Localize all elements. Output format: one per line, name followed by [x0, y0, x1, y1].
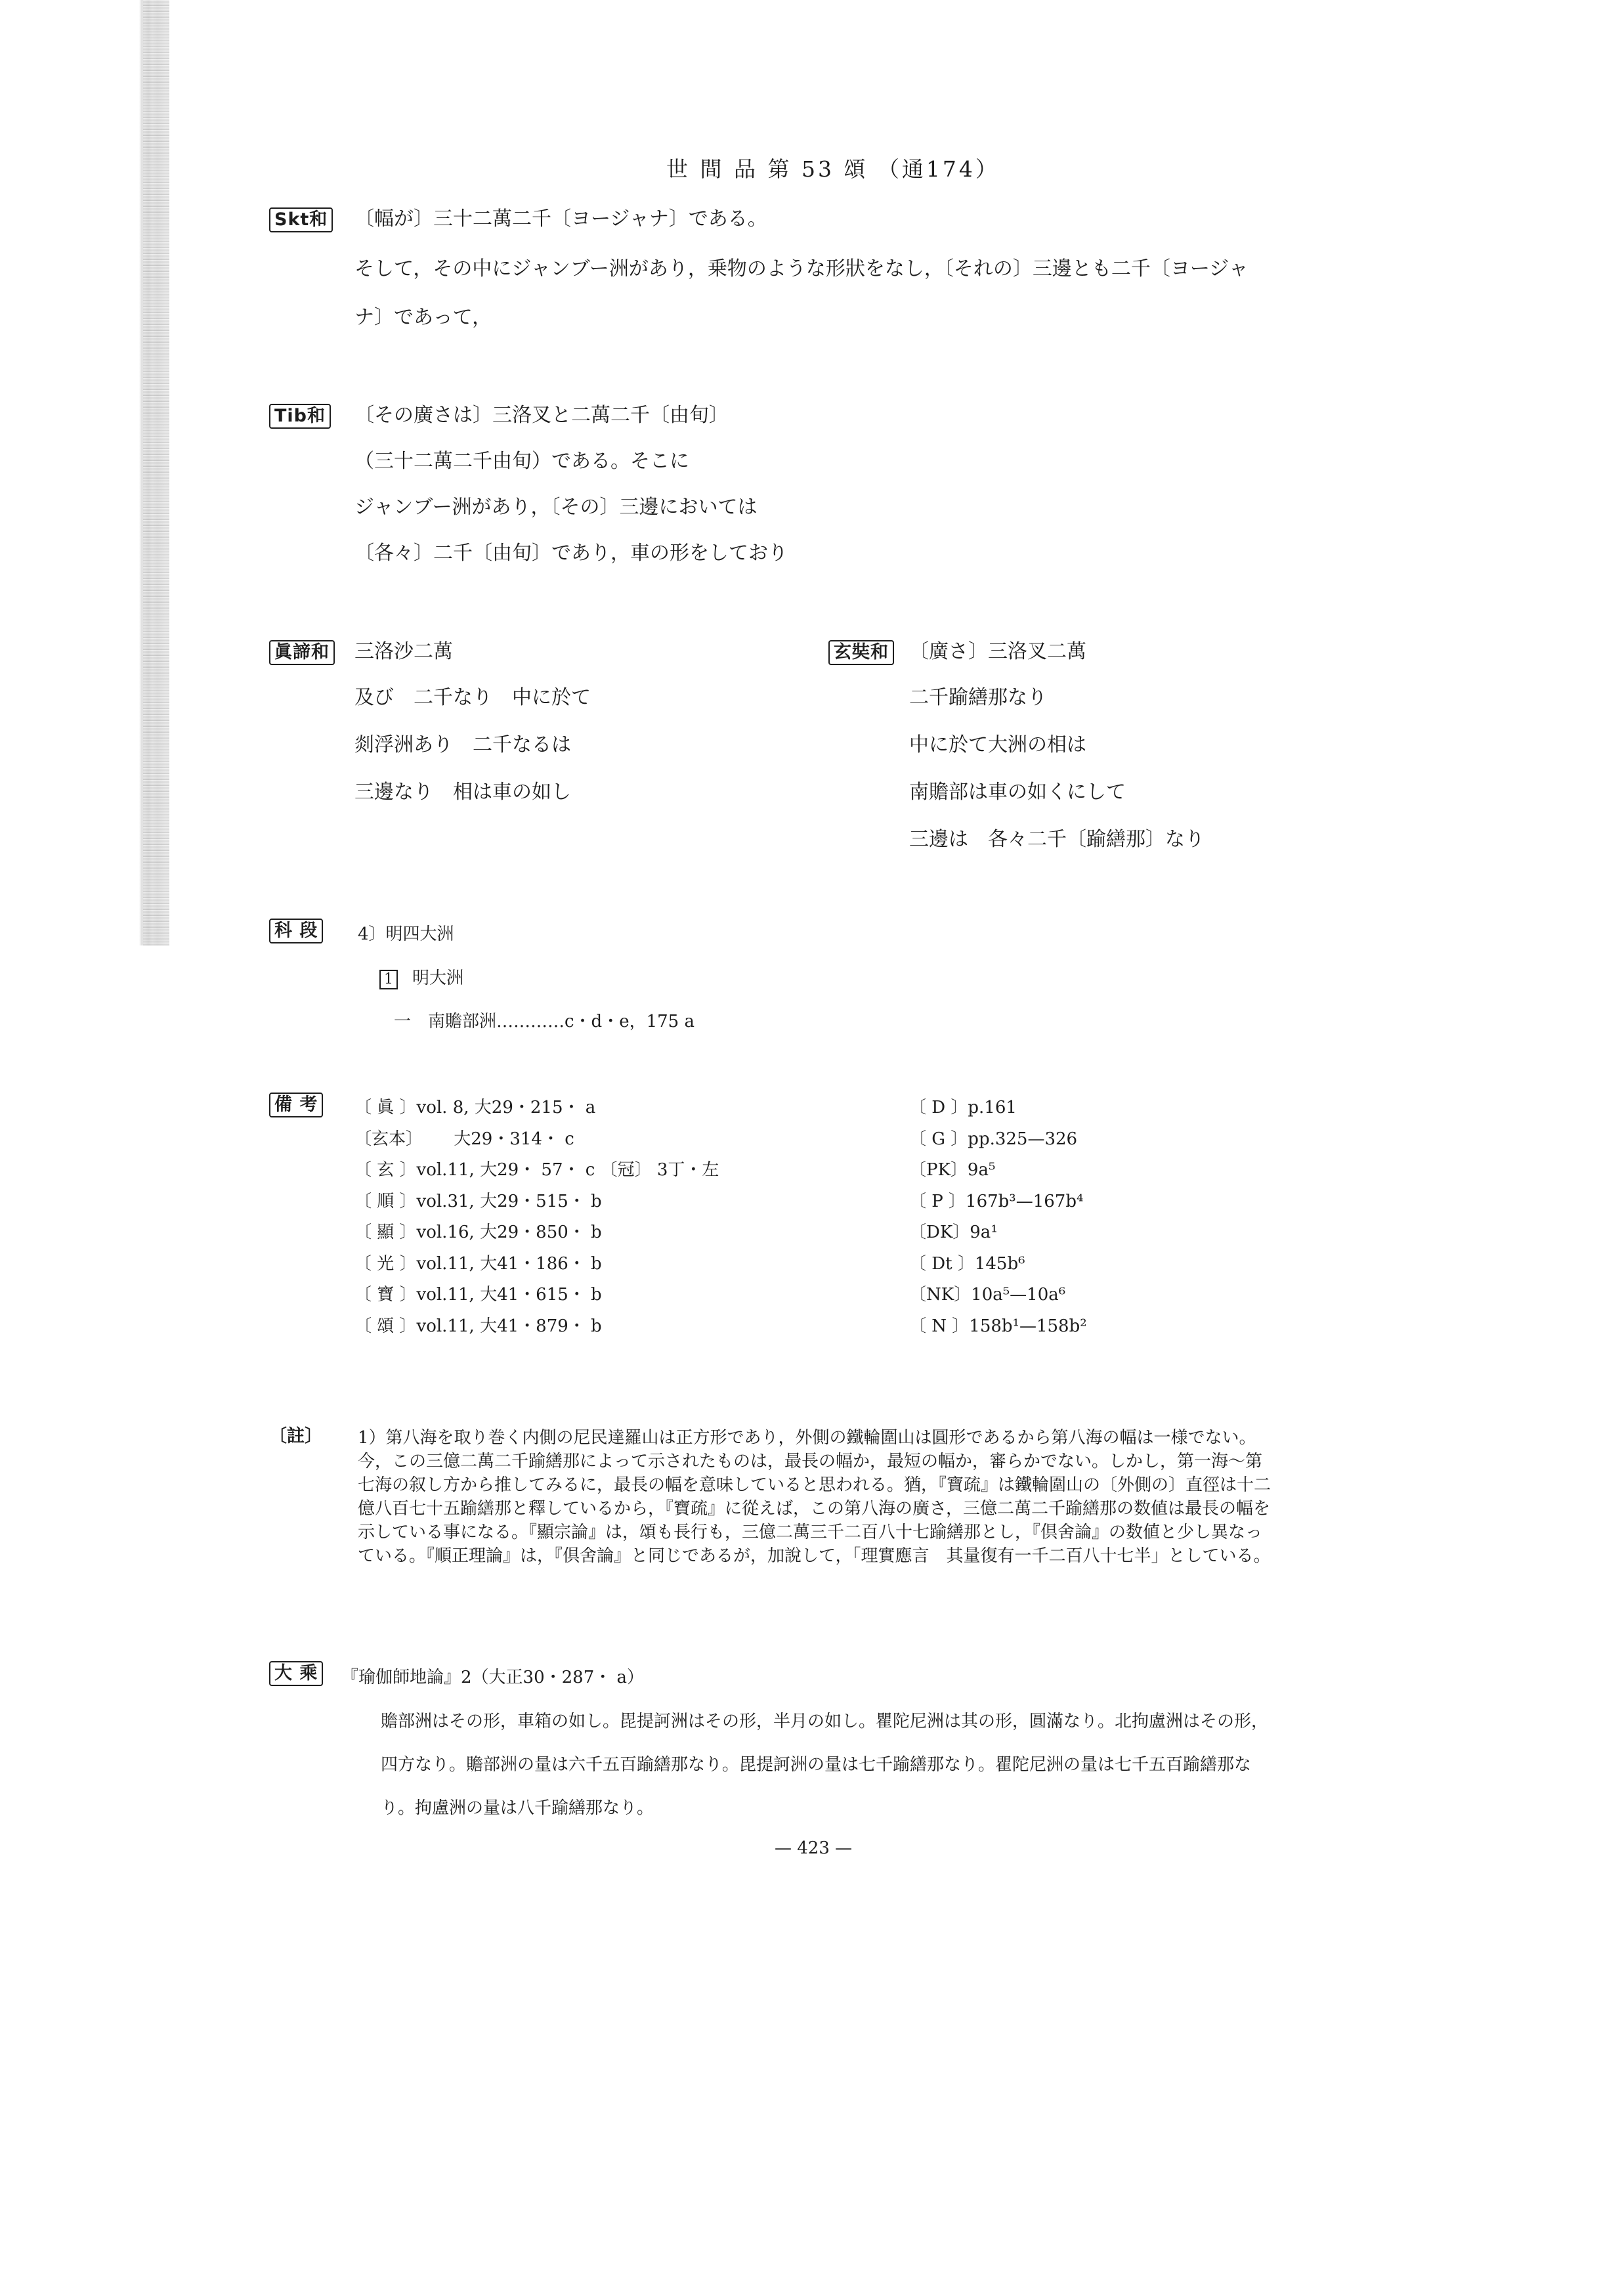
biko-left-item: 〔玄本〕 大29・314・ c: [354, 1129, 574, 1149]
daijo-line-3: り。拘盧洲の量は八千踰繕那なり。: [381, 1798, 654, 1818]
biko-left-item: 〔 光 〕vol.11, 大41・186・ b: [354, 1253, 602, 1274]
biko-label: 備 考: [269, 1093, 323, 1117]
biko-left-item: 〔 玄 〕vol.11, 大29・ 57・ c 〔冠〕 3丁・左: [354, 1160, 719, 1180]
kadan-line-2-text: 明大洲: [412, 968, 464, 988]
note-body: [358, 1426, 1569, 1568]
skt-line-3: ナ〕であって，: [354, 306, 492, 329]
kadan-line-1: 4〕明四大洲: [358, 924, 454, 944]
biko-left-list: [354, 1093, 719, 1342]
kadan-line-2: [379, 964, 463, 989]
daijo-line-2: 四方なり。贍部洲の量は六千五百踰繕那なり。毘提訶洲の量は七千踰繕那なり。瞿陀尼洲の量は七千五百踰繕那な: [381, 1755, 1252, 1775]
skt-line-2: そして，その中にジャンブー洲があり，乗物のような形狀をなし，〔それの〕三邊とも二千〔ヨージャ: [354, 257, 1249, 280]
shintai-line-2: 及び 二千なり 中に於て: [354, 686, 591, 709]
note-line: 今，この三億二萬二千踰繕那によって示されたものは，最長の幅か，最短の幅か，審らかでない。しかし，第一海～第: [358, 1452, 1263, 1471]
tib-line-2: （三十二萬二千由旬）である。そこに: [354, 450, 689, 473]
biko-right-item: 〔 Dt 〕145b⁶: [909, 1253, 1025, 1274]
kadan-label: 科 段: [269, 919, 323, 943]
biko-left-item: 〔 顯 〕vol.16, 大29・850・ b: [354, 1223, 602, 1242]
scan-binding-edge: [143, 0, 169, 945]
tib-line-4: 〔各々〕二千〔由旬〕であり，車の形をしており: [354, 542, 788, 565]
daijo-source: 『瑜伽師地論』2（大正30・287・ a）: [341, 1668, 645, 1687]
note-line: 七海の叙し方から推してみるに，最長の幅を意味していると思われる。猶，『寶疏』は鐵輪圍山の〔外側の〕直徑は十二: [358, 1475, 1271, 1495]
biko-left-item: 〔 寶 〕vol.11, 大41・615・ b: [354, 1285, 602, 1305]
biko-right-list: [909, 1093, 1087, 1342]
tib-line-3: ジャンブー洲があり，〔その〕三邊においては: [354, 496, 758, 519]
genjo-line-5: 三邊は 各々二千〔踰繕那〕なり: [909, 828, 1205, 851]
biko-right-item: 〔 D 〕p.161: [909, 1098, 1017, 1117]
skt-line-1: 〔幅が〕三十二萬二千〔ヨージャナ〕である。: [354, 207, 767, 230]
biko-right-item: 〔DK〕9a¹: [909, 1223, 998, 1242]
genjo-line-1: 〔廣さ〕三洛叉二萬: [909, 640, 1086, 663]
genjo-label: 玄奘和: [828, 640, 894, 665]
shintai-line-1: 三洛沙二萬: [354, 640, 453, 663]
genjo-line-3: 中に於て大洲の相は: [909, 733, 1086, 756]
shintai-line-4: 三邊なり 相は車の如し: [354, 781, 571, 804]
biko-left-item: 〔 頌 〕vol.11, 大41・879・ b: [354, 1316, 602, 1336]
note-line: ている。『順正理論』は，『倶舍論』と同じであるが，加說して，「理實應言 其量復有一千二百八十七半」としている。: [358, 1546, 1271, 1566]
shintai-label: 眞諦和: [269, 640, 335, 665]
biko-right-item: 〔PK〕9a⁵: [909, 1160, 996, 1180]
kadan-line-3: 一 南贍部洲…………c・d・e，175 a: [394, 1012, 694, 1031]
shintai-line-3: 剡浮洲あり 二千なるは: [354, 733, 571, 756]
note-line: 示している事になる。『顯宗論』は，頌も長行も，三億二萬三千二百八十七踰繕那とし，『倶舍論』の数値と少し異なっ: [358, 1523, 1263, 1542]
skt-label: Skt和: [269, 207, 333, 232]
daijo-line-1: 贍部洲はその形，車箱の如し。毘提訶洲はその形，半月の如し。瞿陀尼洲は其の形，圓滿なり。北拘盧洲はその形，: [381, 1712, 1269, 1731]
tib-label: Tib和: [269, 404, 331, 429]
genjo-line-2: 二千踰繕那なり: [909, 686, 1047, 709]
biko-left-item: 〔 順 〕vol.31, 大29・515・ b: [354, 1191, 602, 1211]
biko-left-item: 〔 眞 〕vol. 8, 大29・215・ a: [354, 1098, 596, 1117]
daijo-label: 大 乘: [269, 1661, 323, 1686]
kadan-number-box: 1: [379, 970, 398, 989]
note-line: 億八百七十五踰繕那と釋しているから，『寶疏』に從えば，この第八海の廣さ，三億二萬二千踰繕那の数値は最長の幅を: [358, 1499, 1270, 1519]
page-title: 世 間 品 第 53 頌 （通174）: [666, 156, 1000, 182]
biko-right-item: 〔NK〕10a⁵—10a⁶: [909, 1285, 1066, 1305]
page-number: — 423 —: [775, 1838, 853, 1858]
note-label: 〔註〕: [269, 1426, 322, 1446]
genjo-line-4: 南贍部は車の如くにして: [909, 781, 1126, 804]
biko-right-item: 〔 N 〕158b¹—158b²: [909, 1316, 1087, 1336]
biko-right-item: 〔 G 〕pp.325—326: [909, 1129, 1078, 1149]
note-line: 1）第八海を取り巻く内側の尼民達羅山は正方形であり，外側の鐵輪圍山は圓形であるから第八海の幅は一様でない。: [358, 1428, 1256, 1448]
biko-right-item: 〔 P 〕167b³—167b⁴: [909, 1191, 1084, 1211]
tib-line-1: 〔その廣さは〕三洛叉と二萬二千〔由旬〕: [354, 404, 729, 427]
